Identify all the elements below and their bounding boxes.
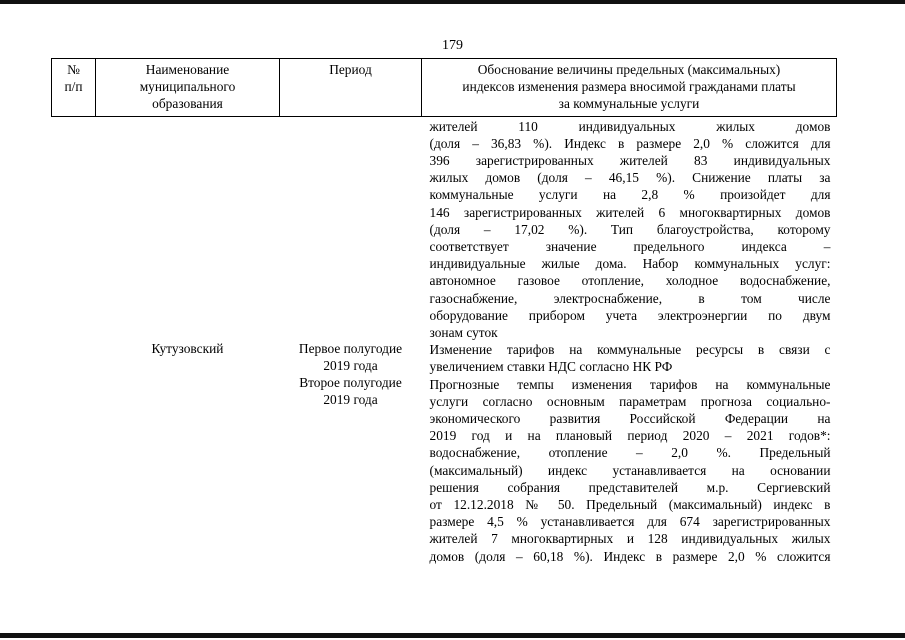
header-municipality (96, 59, 280, 117)
text-line: услуги согласно основным параметрам прогноза социально- (429, 393, 831, 409)
municipality-name: Кутузовский (151, 340, 224, 356)
text-line: соответствует значение предельного индекса – (429, 239, 831, 255)
text-line: автономное газовое отопление, холодное водоснабжение, (429, 273, 831, 289)
text-line: газоснабжение, электроснабжение, в том числе (429, 290, 831, 306)
table-header-row (52, 59, 837, 117)
text-line: (максимальный) индекс устанавливается на основании (429, 462, 831, 478)
continued-paragraph (430, 118, 831, 342)
bottom-scan-border (0, 633, 905, 638)
text-line: 146 зарегистрированных жителей 6 многоквартирных домов (429, 204, 831, 220)
header-period-line: Период (329, 62, 372, 77)
period-2-line: 2019 года (323, 392, 378, 408)
text-line: индивидуальные жилые дома. Набор коммунальных услуг: (429, 256, 831, 272)
tariff-index-table (51, 58, 837, 565)
text-line: оборудование прибором учета электроэнергии по двум (429, 307, 831, 323)
cell-number (52, 116, 96, 565)
period-1-line: 2019 года (323, 357, 378, 373)
text-line: Прогнозные темпы изменения тарифов на коммунальные (429, 376, 831, 392)
top-scan-border (0, 0, 905, 4)
period-1-line: Первое полугодие (298, 340, 403, 356)
cell-justification (422, 116, 837, 565)
text-line: жителей 110 индивидуальных жилых домов (429, 118, 831, 134)
text-line: 396 зарегистрированных жителей 83 индивидуальных (429, 153, 831, 169)
header-number-line: п/п (64, 79, 83, 95)
text-line: размере 4,5 % устанавливается для 674 зарегистрированных (429, 514, 831, 530)
text-line: от 12.12.2018 № 50. Предельный (максимальный) индекс в (429, 497, 831, 513)
text-line: (доля – 17,02 %). Тип благоустройства, которому (429, 221, 831, 237)
forecast-paragraph (430, 376, 831, 565)
header-number-line: № (67, 62, 80, 77)
header-justification-line: индексов изменения размера вносимой гражданами платы (462, 79, 796, 95)
text-line: Изменение тарифов на коммунальные ресурсы в связи с (429, 342, 831, 358)
cell-municipality (96, 116, 280, 565)
text-line: зонам суток (429, 325, 498, 341)
header-justification-line: за коммунальные услуги (558, 96, 700, 112)
text-line: коммунальные услуги на 2,8 % произойдет для (429, 187, 831, 203)
header-justification (422, 59, 837, 117)
header-municipality-line: Наименование (145, 62, 230, 77)
text-line: жилых домов (доля – 46,15 %). Снижение платы за (429, 170, 831, 186)
header-number (52, 59, 96, 117)
text-line: экономического развития Российской Федерации на (429, 411, 831, 427)
text-line: 2019 год и на плановый период 2020 – 2021 годов*: (429, 428, 831, 444)
header-justification-line: Обоснование величины предельных (максимальных) (477, 62, 781, 77)
text-line: решения собрания представителей м.р. Сергиевский (429, 479, 831, 495)
page-number: 179 (442, 38, 463, 53)
text-line: увеличением ставки НДС согласно НК РФ (429, 359, 673, 375)
text-line: жителей 7 многоквартирных и 128 индивидуальных жилых (429, 531, 831, 547)
text-line: водоснабжение, отопление – 2,0 %. Предельный (429, 445, 831, 461)
cell-period (280, 116, 422, 565)
header-period (280, 59, 422, 117)
vat-paragraph (430, 341, 831, 375)
text-line: домов (доля – 60,18 %). Индекс в размере 2,0 % сложится (429, 548, 831, 564)
table-row (52, 116, 837, 565)
period-2-line: Второе полугодие (299, 375, 402, 391)
header-municipality-line: образования (152, 96, 223, 112)
text-line: (доля – 36,83 %). Индекс в размере 2,0 % сложится для (429, 135, 831, 151)
header-municipality-line: муниципального (139, 79, 236, 95)
